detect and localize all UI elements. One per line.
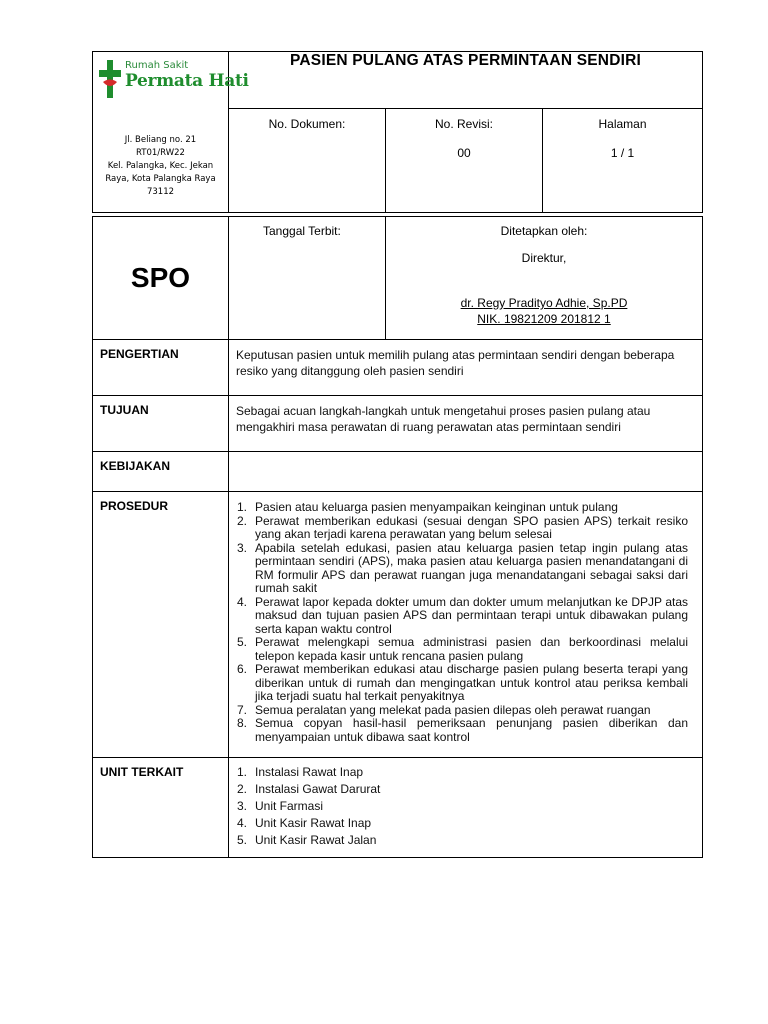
unit-terkait-list (231, 764, 696, 849)
hospital-address (93, 112, 228, 199)
prosedur-list (231, 501, 696, 744)
pengertian-label: PENGERTIAN (93, 340, 229, 396)
list-item: 2. Instalasi Gawat Darurat (237, 782, 381, 796)
list-item: 4. Perawat lapor kepada dokter umum dan dokter umum melanjutkan ke DPJP atas maksud dan tujuan pasien APS dan permintaan terapi untuk dibawakan pulang serta kapan waktu control (237, 594, 688, 636)
logo-cell (93, 52, 249, 213)
spo-label: SPO (93, 217, 229, 340)
signatory-name: dr. Regy Pradityo Adhie, Sp.PD (460, 296, 628, 310)
logo-big-text: Permata Hati (125, 71, 249, 91)
signatory-nik: NIK. 19821209 201812 1 (477, 312, 611, 326)
list-item: 6. Perawat memberikan edukasi atau discharge pasien pulang beserta terapi yang diberikan untuk di rumah dan mengingatkan untuk kontrol atau periksa kembali jika terjadi suatu hal terkait penyakitnya (237, 662, 688, 703)
kebijakan-text (229, 452, 703, 492)
list-item: 8. Semua copyan hasil-hasil pemeriksaan penunjang pasien diberikan dan menyampaian untuk dibawa saat kontrol (237, 716, 688, 744)
ditetapkan-label: Ditetapkan oleh: (500, 224, 588, 238)
address-line: Jl. Beliang no. 21 RT01/RW22 (124, 135, 197, 158)
list-item: 1. Instalasi Rawat Inap (237, 765, 364, 779)
no-dokumen-label: No. Dokumen: (268, 117, 346, 131)
hospital-logo (93, 52, 249, 112)
no-revisi-cell (386, 109, 543, 213)
list-item: 4. Unit Kasir Rawat Inap (237, 816, 372, 830)
list-item: 3. Apabila setelah edukasi, pasien atau keluarga pasien tetap ingin pulang atas permintaan sendiri (APS), maka pasien atau keluarga pasien menandatangani di RM formulir APS dan perawat ruangan juga menandatangani sebagai saksi dari rumah sakit (237, 540, 688, 595)
document-title: PASIEN PULANG ATAS PERMINTAAN SENDIRI (229, 52, 703, 109)
list-item: 7. Semua peralatan yang melekat pada pasien dilepas oleh perawat ruangan (237, 702, 651, 717)
address-line: Raya, Kota Palangka Raya (105, 174, 216, 184)
address-line: 73112 (146, 187, 175, 197)
pengertian-text: Keputusan pasien untuk memilih pulang atas permintaan sendiri dengan beberapa resiko yang ditanggung oleh pasien sendiri (229, 340, 703, 396)
list-item: 5. Unit Kasir Rawat Jalan (237, 833, 377, 847)
header-table (92, 51, 703, 213)
unit-terkait-label: UNIT TERKAIT (93, 758, 229, 858)
no-dokumen-value (229, 131, 385, 146)
list-item: 3. Unit Farmasi (237, 799, 324, 813)
unit-terkait-content (229, 758, 703, 858)
address-line: Kel. Palangka, Kec. Jekan (107, 161, 214, 171)
prosedur-content (229, 492, 703, 758)
no-dokumen-cell (229, 109, 386, 213)
halaman-cell (543, 109, 703, 213)
logo-small-text: Rumah Sakit (125, 60, 189, 71)
list-item: 2. Perawat memberikan edukasi (sesuai dengan SPO pasien APS) terkait resiko yang akan terjadi karena perawatan yang belum selesai (237, 513, 688, 541)
spo-document (92, 51, 702, 858)
kebijakan-label: KEBIJAKAN (93, 452, 229, 492)
tanggal-terbit-label: Tanggal Terbit: (229, 217, 386, 340)
spo-table (92, 216, 703, 858)
halaman-label: Halaman (598, 117, 647, 131)
prosedur-label: PROSEDUR (93, 492, 229, 758)
jabatan-text: Direktur, (521, 251, 567, 265)
no-revisi-value: 00 (457, 146, 471, 160)
ditetapkan-cell (386, 217, 703, 340)
list-item: 5. Perawat melengkapi semua administrasi pasien dan berkoordinasi melalui telepon kepada kasir untuk rencana pasien pulang (237, 635, 688, 663)
tujuan-label: TUJUAN (93, 396, 229, 452)
no-revisi-label: No. Revisi: (434, 117, 493, 131)
tujuan-text: Sebagai acuan langkah-langkah untuk mengetahui proses pasien pulang atau mengakhiri masa perawatan di ruang perawatan atas permintaan sendiri (229, 396, 703, 452)
halaman-value: 1 / 1 (610, 146, 635, 160)
medical-cross-icon (99, 60, 121, 98)
list-item: 1. Pasien atau keluarga pasien menyampaikan keinginan untuk pulang (237, 500, 618, 514)
